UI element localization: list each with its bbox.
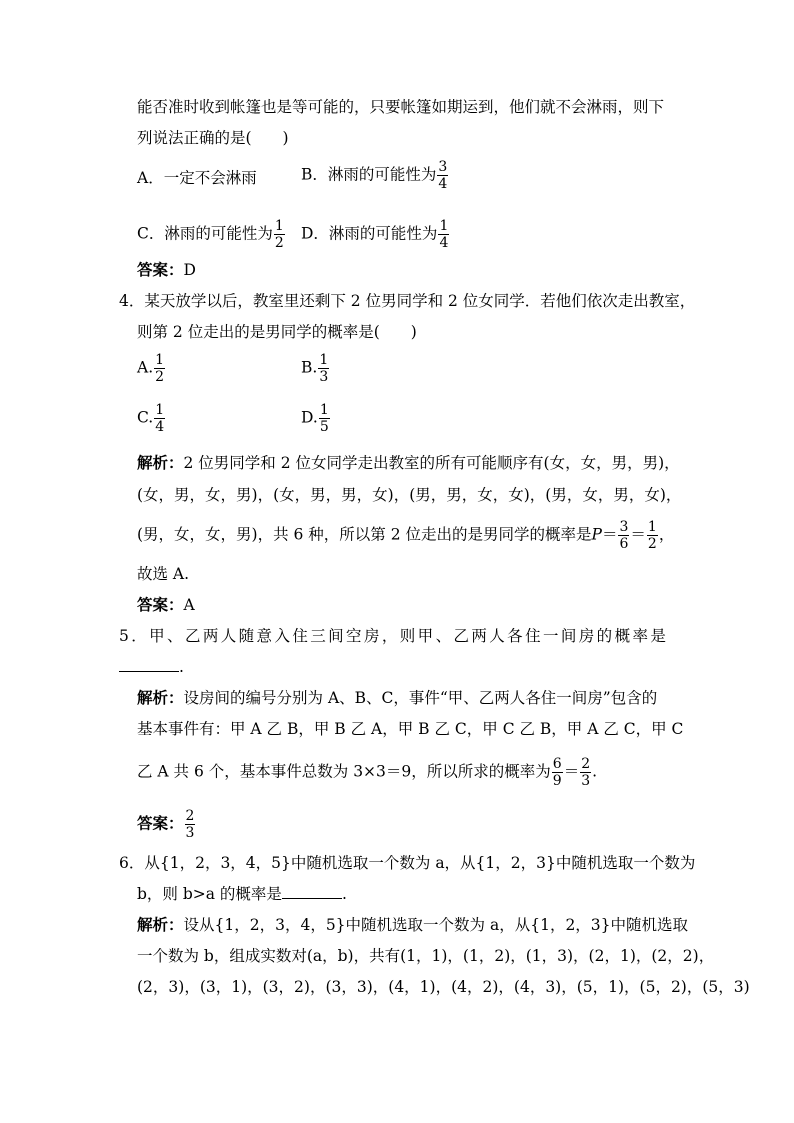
solution-text: 乙 A 共 6 个，基本事件总数为 3×3＝9，所以所求的概率为 [137,762,551,781]
fraction-denominator: 2 [274,235,284,251]
fraction-numerator: 1 [647,519,657,535]
q3-option-c-text: C．淋雨的可能性为 [137,224,273,243]
q4-solution-fraction-1 [618,519,629,552]
answer-blank [282,884,342,899]
fraction-denominator: 2 [155,369,165,385]
q3-option-a: A．一定不会淋雨 [137,169,257,187]
fraction-numerator: 1 [155,352,165,368]
equals-sign: ＝ [563,762,580,781]
fraction-numerator: 3 [619,519,629,535]
fraction-numerator: 1 [155,402,165,418]
q6-line-1: 6．从{1，2，3，4，5}中随机选取一个数为 a，从{1，2，3}中随机选取一个数为 [119,854,696,872]
fraction-numerator: 3 [438,159,448,175]
q5-solution-fraction-2 [580,756,591,789]
q4-option-a [137,352,166,385]
q4-solution-line-2: (女，男，女，男)，(女，男，男，女)，(男，男，女，女)，(男，女，男，女)， [137,486,682,504]
q3-option-d [301,218,450,251]
q4-solution-fraction-2 [647,519,658,552]
q5-solution-line-1 [137,687,657,709]
q3-option-b-fraction [437,159,448,192]
answer-label: 答案： [137,260,184,279]
option-letter: D. [301,408,318,427]
fraction-numerator: 2 [185,808,195,824]
q5-solution-fraction-1 [552,756,563,789]
punctuation: ， [658,525,675,544]
q3-option-b-text: B．淋雨的可能性为 [301,165,437,184]
fraction-denominator: 4 [155,419,165,435]
answer-value: D [183,261,196,279]
q4-option-a-fraction [154,352,165,385]
answer-label: 答案： [137,595,184,614]
fraction-denominator: 9 [552,773,562,789]
q5-line-1: 5．甲、乙两人随意入住三间空房，则甲、乙两人各住一间房的概率是 [119,627,669,645]
q3-line-2: 列说法正确的是( ) [137,129,289,147]
q5-solution-line-3 [137,756,597,789]
option-letter: B. [301,358,318,377]
solution-label: 解析： [137,453,184,472]
q3-option-c-fraction [274,218,285,251]
fraction-denominator: 3 [185,825,195,841]
q5-solution-line-2: 基本事件有：甲 A 乙 B，甲 B 乙 A，甲 B 乙 C，甲 C 乙 B，甲 A 乙 C，甲 C [137,720,684,738]
q6-solution-line-1 [137,914,688,936]
q4-option-d [301,402,331,435]
q4-option-b [301,352,330,385]
fraction-numerator: 1 [274,218,284,234]
fraction-numerator: 1 [319,402,329,418]
q6-solution-line-2: 一个数为 b，组成实数对(a，b)，共有(1，1)，(1，2)，(1，3)，(2，1)，(2，2)， [137,947,715,965]
q3-line-1: 能否准时收到帐篷也是等可能的，只要帐篷如期运到，他们就不会淋雨，则下 [137,98,665,116]
fraction-numerator: 1 [319,352,329,368]
fraction-denominator: 6 [619,536,629,552]
punctuation: . [341,885,347,903]
q4-solution-line-3 [137,519,674,552]
q5-line-2 [119,656,184,678]
q3-option-d-fraction [438,218,449,251]
q5-answer [137,808,196,841]
q4-option-b-fraction [318,352,329,385]
q4-option-d-fraction [319,402,330,435]
q3-option-c [137,218,286,251]
q3-option-b [301,159,449,192]
probability-symbol: P [591,525,602,544]
q3-answer [137,259,196,281]
q6-line-2 [137,883,347,905]
punctuation: . [179,658,184,676]
fraction-denominator: 4 [439,235,449,251]
q4-solution-line-1 [137,452,680,474]
q5-answer-fraction [185,808,196,841]
punctuation: . [592,762,598,781]
fraction-denominator: 4 [438,176,448,192]
fraction-denominator: 3 [581,773,591,789]
fraction-numerator: 6 [552,756,562,772]
option-letter: C. [137,408,154,427]
fraction-denominator: 5 [319,419,329,435]
solution-label: 解析： [137,915,184,934]
q4-line-1: 4．某天放学以后，教室里还剩下 2 位男同学和 2 位女同学．若他们依次走出教室， [119,292,696,310]
fraction-numerator: 1 [439,218,449,234]
q3-option-d-text: D．淋雨的可能性为 [301,224,438,243]
fraction-denominator: 2 [647,536,657,552]
q4-line-2: 则第 2 位走出的是男同学的概率是( ) [137,323,417,341]
q6-line-2-text: b，则 b>a 的概率是 [137,885,282,903]
option-letter: A. [137,358,154,377]
fraction-numerator: 2 [581,756,591,772]
solution-text: 2 位男同学和 2 位女同学走出教室的所有可能顺序有(女，女，男，男)， [183,454,680,472]
answer-blank [119,657,179,672]
q4-solution-line-4: 故选 A. [137,565,190,583]
equals-sign: ＝ [630,525,646,544]
answer-label: 答案： [137,813,184,833]
solution-text: 设房间的编号分别为 A、B、C，事件“甲、乙两人各住一间房”包含的 [183,689,658,707]
equals-sign: ＝ [601,525,618,544]
answer-value: A [183,596,195,614]
solution-text: 设从{1，2，3，4，5}中随机选取一个数为 a，从{1，2，3}中随机选取 [183,916,689,934]
q4-option-c-fraction [154,402,165,435]
solution-label: 解析： [137,688,184,707]
solution-text: (男，女，女，男)，共 6 种，所以第 2 位走出的是男同学的概率是 [137,525,592,544]
q4-answer [137,594,195,616]
fraction-denominator: 3 [319,369,329,385]
q4-option-c [137,402,166,435]
q6-solution-line-3: (2，3)，(3，1)，(3，2)，(3，3)，(4，1)，(4，2)，(4，3)，(5，1)，(5，2)，(5，3) [137,978,750,996]
